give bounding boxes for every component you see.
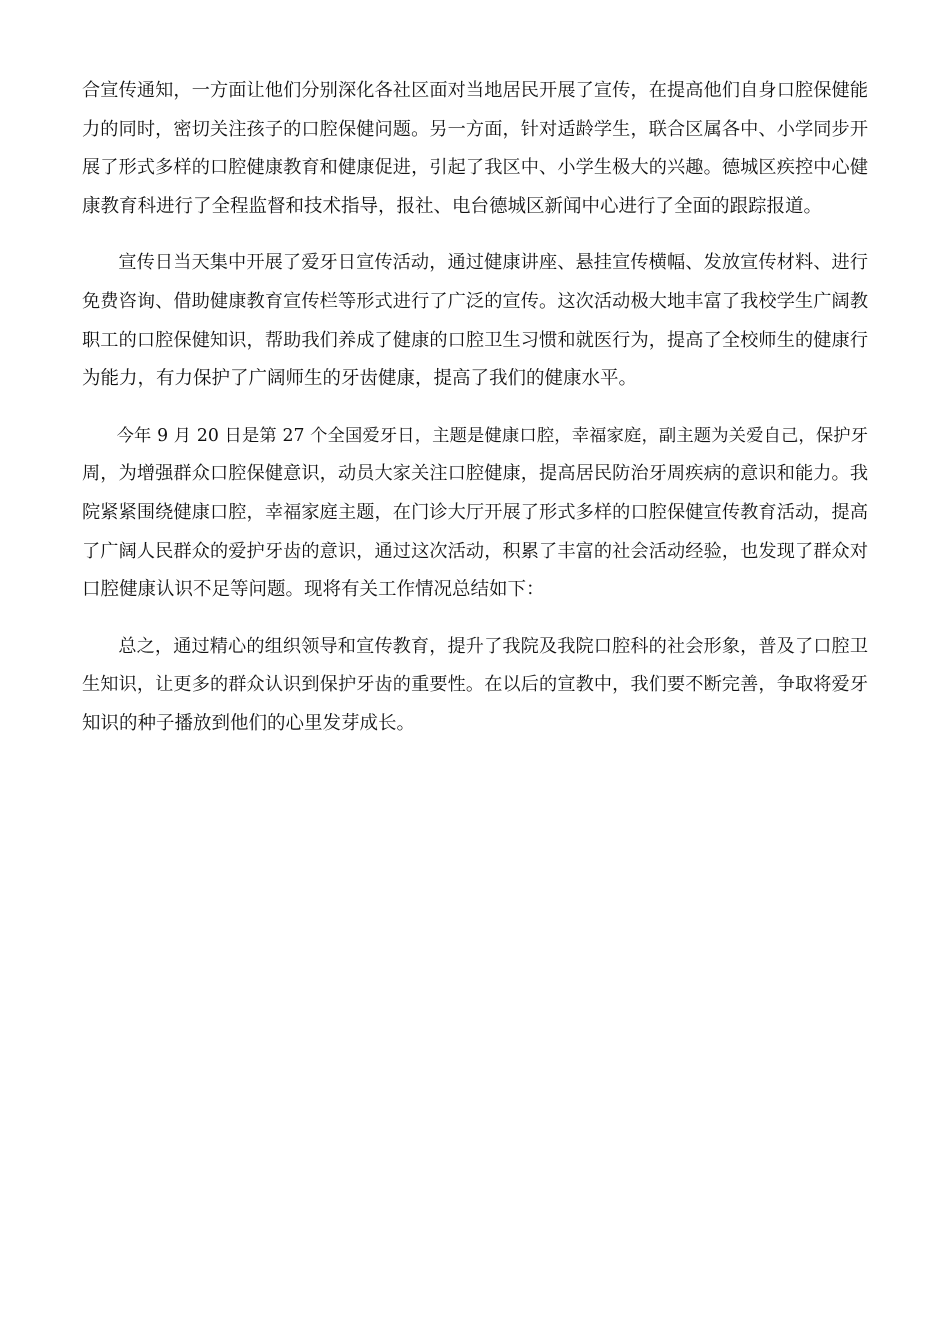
paragraph-line: 了广阔人民群众的爱护牙齿的意识，通过这次活动，积累了丰富的社会活动经验，也发现了群众对	[82, 540, 868, 562]
paragraph-line: 康教育科进行了全程监督和技术指导，报社、电台德城区新闻中心进行了全面的跟踪报道。	[82, 195, 823, 217]
paragraph-line: 免费咨询、借助健康教育宣传栏等形式进行了广泛的宣传。这次活动极大地丰富了我校学生广阔教	[82, 290, 868, 312]
paragraph-line: 展了形式多样的口腔健康教育和健康促进，引起了我区中、小学生极大的兴趣。德城区疾控中心健	[82, 157, 868, 179]
document-body	[82, 72, 868, 762]
paragraph-line: 知识的种子播放到他们的心里发芽成长。	[82, 712, 416, 734]
paragraph-line: 职工的口腔保健知识，帮助我们养成了健康的口腔卫生习惯和就医行为，提高了全校师生的健康行	[82, 329, 868, 351]
paragraph-line: 今年 9 月 20 日是第 27 个全国爱牙日，主题是健康口腔，幸福家庭，副主题为关爱自己，保护牙	[116, 425, 868, 446]
paragraph-1	[82, 72, 868, 226]
paragraph-line: 院紧紧围绕健康口腔，幸福家庭主题，在门诊大厅开展了形式多样的口腔保健宣传教育活动，提高	[82, 501, 868, 523]
paragraph-line: 宣传日当天集中开展了爱牙日宣传活动，通过健康讲座、悬挂宣传横幅、发放宣传材料、进行	[118, 252, 868, 274]
paragraph-line: 口腔健康认识不足等问题。现将有关工作情况总结如下：	[82, 579, 545, 601]
paragraph-line: 为能力，有力保护了广阔师生的牙齿健康，提高了我们的健康水平。	[82, 368, 638, 390]
paragraph-4	[82, 628, 868, 744]
paragraph-line: 合宣传通知，一方面让他们分别深化各社区面对当地居民开展了宣传，在提高他们自身口腔保健能	[82, 80, 868, 101]
paragraph-line: 生知识，让更多的群众认识到保护牙齿的重要性。在以后的宣教中，我们要不断完善，争取将爱牙	[82, 674, 868, 696]
paragraph-3	[82, 417, 868, 610]
paragraph-2	[82, 244, 868, 398]
paragraph-line: 周，为增强群众口腔保健意识，动员大家关注口腔健康，提高居民防治牙周疾病的意识和能力。我	[82, 463, 868, 485]
paragraph-line: 总之，通过精心的组织领导和宣传教育，提升了我院及我院口腔科的社会形象，普及了口腔卫	[118, 635, 868, 657]
paragraph-line: 力的同时，密切关注孩子的口腔保健问题。另一方面，针对适龄学生，联合区属各中、小学同步开	[82, 118, 868, 140]
